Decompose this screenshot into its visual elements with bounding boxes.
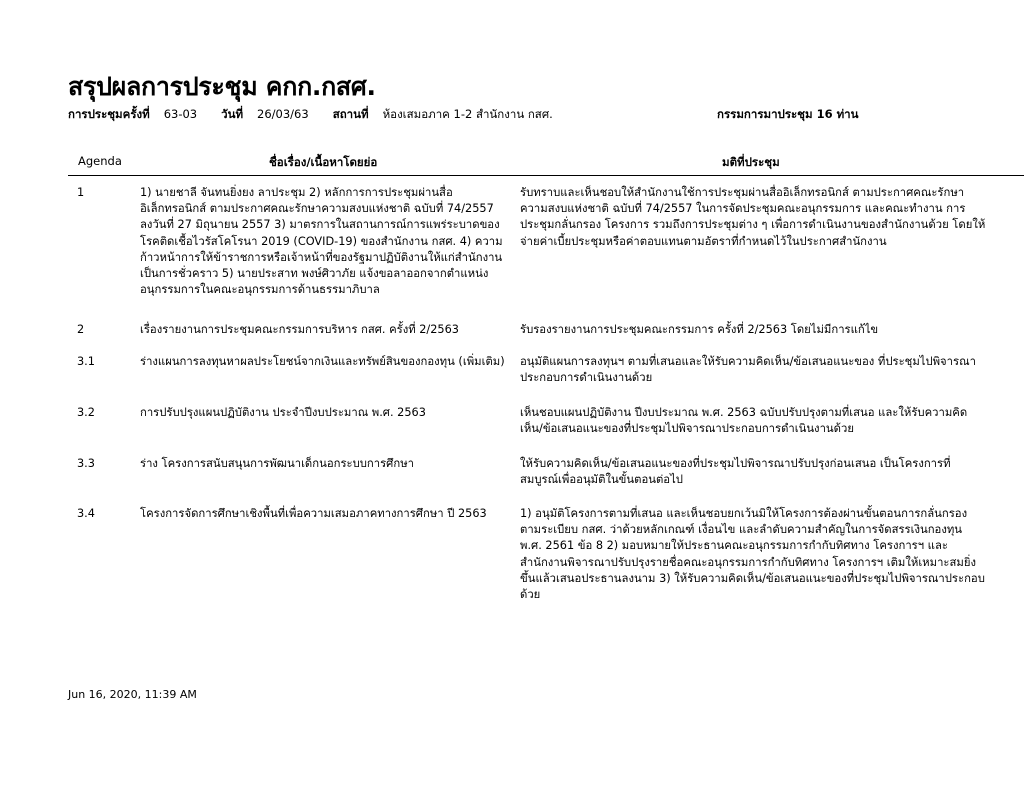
agenda-number: 1 xyxy=(77,186,85,199)
agenda-subject: ร่าง โครงการสนับสนุนการพัฒนาเด็กนอกระบบการศึกษา xyxy=(140,457,414,470)
agenda-resolution: เห็นชอบแผนปฏิบัติงาน ปีงบประมาณ พ.ศ. 2563 ฉบับปรับปรุงตามที่เสนอ และให้รับความคิดเห็น/ข้อเสนอแนะของที่ประชุมไปพิจารณาประกอบการดำเนินงานด้วย xyxy=(520,406,968,436)
meeting-venue: ห้องเสมอภาค 1-2 สำนักงาน กสศ. xyxy=(382,107,553,121)
agenda-resolution: รับทราบและเห็นชอบให้สำนักงานใช้การประชุมผ่านสื่ออิเล็กทรอนิกส์ ตามประกาศคณะรักษาความสงบแห่งชาติ ฉบับที่ 74/2557 ในการจัดประชุมคณะอนุกรรมการ และคณะทำงาน การประชุมกลั่นกรอง โครงการ รวมถึงการประชุมต่าง ๆ เพื่อการดำเนินงานของสำนักงานด้วย โดยให้จ่ายค่าเบี้ยประชุมหรือค่าตอบแทนตามอัตราที่กำหนดไว้ในประกาศสำนักงาน xyxy=(520,186,986,248)
attendee-count: กรรมการมาประชุม 16 ท่าน xyxy=(717,107,859,121)
agenda-resolution: ให้รับความคิดเห็น/ข้อเสนอแนะของที่ประชุมไปพิจารณาปรับปรุงก่อนเสนอ เป็นโครงการที่สมบูรณ์เพื่ออนุมัติในขั้นตอนต่อไป xyxy=(520,457,951,487)
agenda-resolution: 1) อนุมัติโครงการตามที่เสนอ และเห็นชอบยกเว้นมิให้โครงการต้องผ่านขั้นตอนการกลั่นกรอง ตามระเบียบ กสศ. ว่าด้วยหลักเกณฑ์ เงื่อนไข และลำดับความสำคัญในการจัดสรรเงินกองทุน พ.ศ. 2561 ข้อ 8 2) มอบหมายให้ประธานคณะอนุกรรมการกำกับทิศทาง โครงการฯ และสำนักงานพิจารณาปรับปรุงรายชื่อคณะอนุกรรมการกำกับทิศทาง โครงการฯ เติมให้เหมาะสมยิ่งขึ้นแล้วเสนอประธานลงนาม 3) ให้รับความคิดเห็น/ข้อเสนอแนะของที่ประชุมไปพิจารณาประกอบด้วย xyxy=(520,507,985,602)
agenda-resolution: รับรองรายงานการประชุมคณะกรรมการ ครั้งที่ 2/2563 โดยไม่มีการแก้ไข xyxy=(520,323,879,336)
agenda-subject: โครงการจัดการศึกษาเชิงพื้นที่เพื่อความเสมอภาคทางการศึกษา ปี 2563 xyxy=(140,507,487,520)
agenda-number: 3.4 xyxy=(77,507,95,520)
meeting-no: 63-03 xyxy=(163,107,198,121)
agenda-resolution: อนุมัติแผนการลงทุนฯ ตามที่เสนอและให้รับความคิดเห็น/ข้อเสนอแนะของ ที่ประชุมไปพิจารณาประกอบการดำเนินงานด้วย xyxy=(520,355,976,385)
agenda-subject: การปรับปรุงแผนปฏิบัติงาน ประจำปีงบประมาณ พ.ศ. 2563 xyxy=(140,406,426,419)
agenda-subject: 1) นายชาลี จันทนยิ่งยง ลาประชุม 2) หลักการการประชุมผ่านสื่ออิเล็กทรอนิกส์ ตามประกาศคณะรักษาความสงบแห่งชาติ ฉบับที่ 74/2557 ลงวันที่ 27 มิถุนายน 2557 3) มาตรการในสถานการณ์การแพร่ระบาดของโรคติดเชื้อไวรัสโคโรนา 2019 (COVID-19) ของสำนักงาน กสศ. 4) ความก้าวหน้าการให้ข้าราชการหรือเจ้าหน้าที่ของรัฐมาปฏิบัติงานให้แก่สำนักงานเป็นการชั่วคราว 5) นายประสาท พงษ์ศิวาภัย แจ้งขอลาออกจากตำแหน่งอนุกรรมการในคณะอนุกรรมการด้านธรรมาภิบาล xyxy=(140,186,503,297)
agenda-subject: ร่างแผนการลงทุนหาผลประโยชน์จากเงินและทรัพย์สินของกองทุน (เพิ่มเติม) xyxy=(140,355,505,368)
header-divider xyxy=(68,175,1024,176)
agenda-number: 3.3 xyxy=(77,457,95,470)
print-timestamp: Jun 16, 2020, 11:39 AM xyxy=(68,688,197,701)
page-title: สรุปผลการประชุม คกก.กสศ. xyxy=(68,72,376,101)
meeting-date: 26/03/63 xyxy=(257,107,309,121)
column-header-resolution: มติที่ประชุม xyxy=(722,155,780,169)
venue-label: สถานที่ xyxy=(332,107,369,121)
column-header-subject: ชื่อเรื่อง/เนื้อหาโดยย่อ xyxy=(269,155,378,169)
agenda-number: 3.1 xyxy=(77,355,95,368)
agenda-number: 2 xyxy=(77,323,85,336)
column-header-agenda: Agenda xyxy=(78,154,122,168)
date-label: วันที่ xyxy=(221,107,244,121)
meeting-info xyxy=(68,106,553,124)
agenda-subject: เรื่องรายงานการประชุมคณะกรรมการบริหาร กสศ. ครั้งที่ 2/2563 xyxy=(140,323,459,336)
meeting-no-label: การประชุมครั้งที่ xyxy=(68,107,150,121)
agenda-number: 3.2 xyxy=(77,406,95,419)
